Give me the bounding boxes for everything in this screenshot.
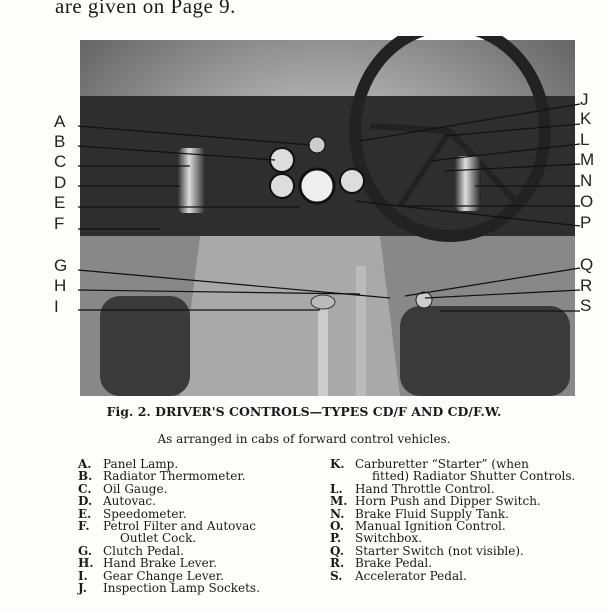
legend-item [78, 495, 260, 507]
legend-item [330, 570, 575, 582]
callout-label-k: K [580, 109, 592, 128]
legend-key: J. [78, 581, 87, 596]
legend-key: B. [78, 469, 93, 484]
drivers-controls-photo [0, 36, 608, 396]
legend-key: S. [330, 568, 343, 583]
legend-item [330, 495, 575, 507]
callout-label-d: D [54, 173, 67, 192]
callout-label-l: L [580, 130, 590, 149]
legend-key: G. [78, 543, 92, 558]
legend-text: Horn Push and Dipper Switch. [355, 494, 541, 509]
legend-text: Hand Brake Lever. [103, 556, 217, 571]
legend-text: Clutch Pedal. [103, 543, 184, 558]
legend-right [330, 458, 575, 582]
legend-text-continued: Outlet Cock. [120, 531, 197, 546]
legend-key: R. [330, 556, 345, 571]
legend-text: Radiator Thermometer. [103, 469, 246, 484]
legend-text: Hand Throttle Control. [355, 481, 495, 496]
legend-key: C. [78, 481, 92, 496]
legend-item [78, 557, 260, 569]
legend-text-continued: fitted) Radiator Shutter Controls. [372, 469, 576, 484]
callout-label-h: H [54, 276, 67, 295]
legend-text: Brake Pedal. [355, 556, 433, 571]
legend-key: O. [330, 519, 344, 534]
engine-cover [180, 236, 400, 396]
legend-left [78, 458, 260, 594]
legend-key: F. [78, 519, 90, 534]
callout-label-q: Q [580, 255, 594, 274]
callout-label-s: S [580, 296, 592, 315]
figure-caption: Fig. 2. DRIVER'S CONTROLS—TYPES CD/F AND CD/F.W. [106, 404, 502, 419]
callout-label-p: P [580, 213, 592, 232]
brake-fluid-tank [455, 156, 481, 211]
callout-label-i: I [54, 297, 59, 316]
legend-key: M. [330, 494, 348, 509]
legend-text: Inspection Lamp Sockets. [103, 581, 260, 596]
legend-text: Gear Change Lever. [103, 568, 224, 583]
body-text: are given on Page 9. [55, 0, 236, 18]
legend-key: P. [330, 531, 342, 546]
legend-text: Starter Switch (not visible). [355, 543, 524, 558]
callout-label-r: R [580, 276, 593, 295]
legend-key: K. [330, 457, 345, 471]
autovac-tank [178, 148, 206, 213]
legend-text: Brake Fluid Supply Tank. [355, 506, 509, 521]
legend-item [330, 532, 575, 544]
legend-text: Accelerator Pedal. [355, 568, 467, 583]
legend-key: D. [78, 494, 93, 509]
callout-label-m: M [580, 150, 595, 169]
callout-label-n: N [580, 171, 593, 190]
legend-item [78, 582, 260, 594]
legend-key: Q. [330, 543, 345, 558]
legend-text: Panel Lamp. [103, 457, 179, 471]
callout-label-e: E [54, 193, 66, 212]
legend-text: Petrol Filter and Autovac [103, 519, 257, 534]
callout-label-j: J [580, 90, 589, 109]
legend-text: Oil Gauge. [103, 481, 168, 496]
legend-item [330, 557, 575, 569]
legend-key: H. [78, 556, 94, 571]
callout-label-f: F [54, 214, 65, 233]
callout-label-o: O [580, 192, 594, 211]
legend-text: Manual Ignition Control. [355, 519, 506, 534]
legend-key: I. [78, 568, 88, 583]
legend-key: N. [330, 506, 345, 521]
figure-subcaption: As arranged in cabs of forward control vehicles. [157, 432, 451, 446]
legend-key: A. [78, 457, 92, 471]
legend-text: Speedometer. [103, 506, 187, 521]
legend-key: L. [330, 481, 343, 496]
legend-key: E. [78, 506, 92, 521]
callout-label-c: C [54, 152, 67, 171]
legend-text: Autovac. [103, 494, 156, 509]
legend-text: Carburetter “Starter” (when [355, 457, 529, 471]
callout-label-b: B [54, 132, 66, 151]
callout-label-g: G [54, 256, 68, 275]
callout-label-a: A [54, 112, 66, 131]
legend-item [78, 470, 260, 482]
legend-text: Switchbox. [355, 531, 423, 546]
